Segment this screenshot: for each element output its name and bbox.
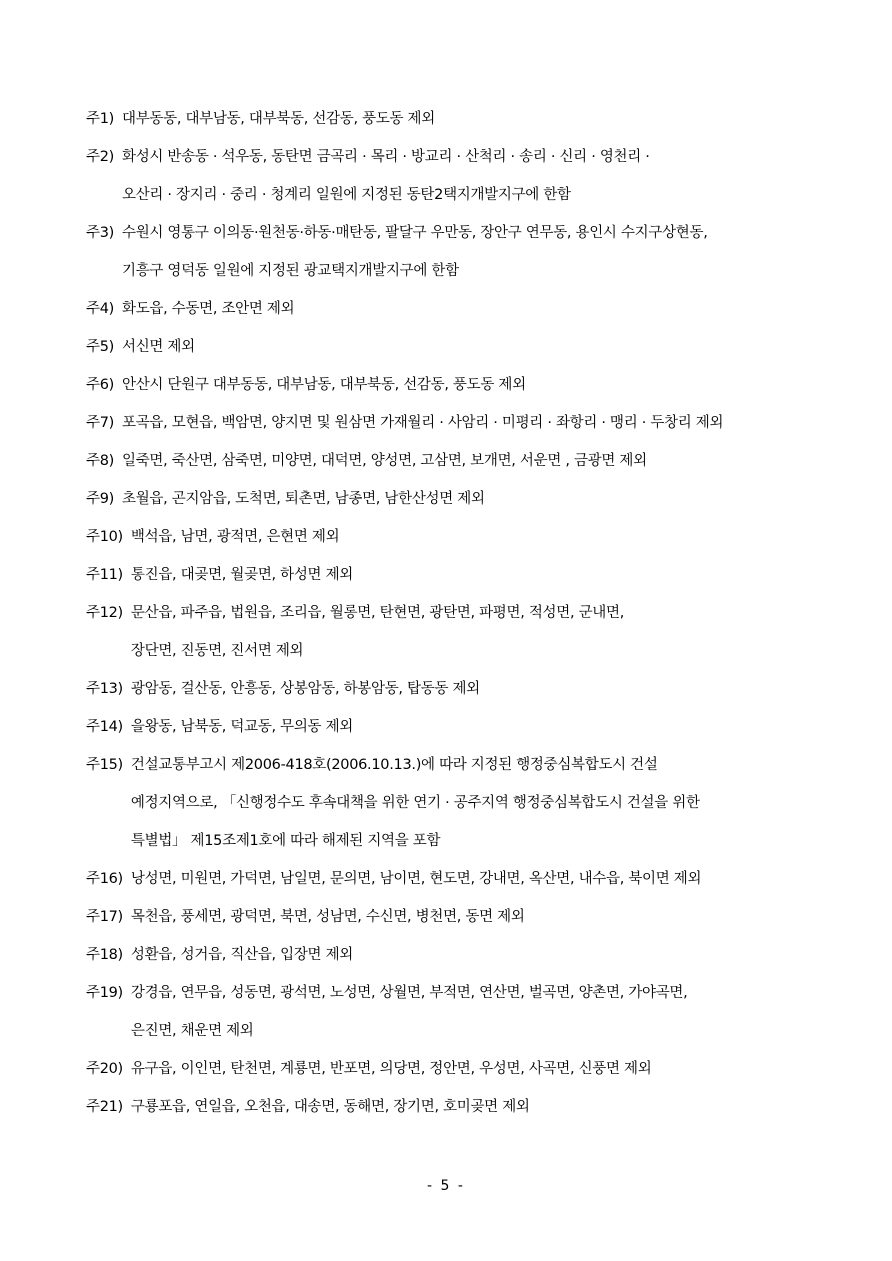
footnote-item: [86, 746, 826, 860]
footnote-line: 특별법」 제15조제1호에 따라 해제된 지역을 포함: [130, 833, 441, 849]
footnote-label: 주7): [86, 415, 114, 431]
footnote-line: 서신면 제외: [122, 339, 195, 355]
footnote-label: 주18): [86, 947, 123, 963]
footnote-body: [131, 1088, 826, 1126]
footnote-line: 유구읍, 이인면, 탄천면, 계룡면, 반포면, 의당면, 정안면, 우성면, 사곡면, 신풍면 제외: [130, 1061, 652, 1077]
footnote-body: [122, 100, 826, 138]
footnote-item: [86, 518, 826, 556]
footnote-line: 낭성면, 미원면, 가덕면, 남일면, 문의면, 남이면, 현도면, 강내면, 옥산면, 내수읍, 북이면 제외: [130, 871, 702, 887]
footnote-item: [86, 1088, 826, 1126]
footnote-body: [122, 138, 826, 214]
footnote-item: [86, 556, 826, 594]
footnote-label: 주11): [86, 567, 123, 583]
footnote-line: 건설교통부고시 제2006-418호(2006.10.13.)에 따라 지정된 행정중심복합도시 건설: [130, 757, 658, 773]
footnote-line: 을왕동, 남북동, 덕교동, 무의동 제외: [130, 719, 353, 735]
footnote-line: 초월읍, 곤지암읍, 도척면, 퇴촌면, 남종면, 남한산성면 제외: [122, 491, 485, 507]
footnote-item: [86, 594, 826, 670]
footnote-label: 주2): [86, 149, 114, 165]
footnote-line: 성환읍, 성거읍, 직산읍, 입장면 제외: [130, 947, 353, 963]
footnote-item: [86, 936, 826, 974]
footnote-body: [131, 708, 826, 746]
footnote-label: 주16): [86, 871, 123, 887]
footnote-body: [131, 594, 826, 670]
footnote-body: [131, 974, 826, 1050]
page-number: - 5 -: [427, 1178, 465, 1194]
footnote-item: [86, 1050, 826, 1088]
footnote-item: [86, 328, 826, 366]
footnote-body: [131, 860, 826, 898]
footnote-label: 주12): [86, 605, 123, 621]
footnote-label: 주9): [86, 491, 114, 507]
footnote-label: 주6): [86, 377, 114, 393]
footnote-item: [86, 480, 826, 518]
footnote-item: [86, 214, 826, 290]
footnote-body: [122, 328, 826, 366]
footnote-line: 대부동동, 대부남동, 대부북동, 선감동, 풍도동 제외: [122, 111, 435, 127]
footnote-label: 주13): [86, 681, 123, 697]
footnote-line: 예정지역으로, 「신행정수도 후속대책을 위한 연기 · 공주지역 행정중심복합도시 건설을 위한: [130, 795, 700, 811]
footnote-line: 백석읍, 남면, 광적면, 은현면 제외: [130, 529, 340, 545]
footnote-line: 문산읍, 파주읍, 법원읍, 조리읍, 월롱면, 탄현면, 광탄면, 파평면, 적성면, 군내면,: [130, 605, 625, 621]
footnote-label: 주14): [86, 719, 123, 735]
footnote-item: [86, 708, 826, 746]
footnote-body: [131, 746, 826, 860]
footnote-label: 주21): [86, 1099, 123, 1115]
footnote-body: [122, 480, 826, 518]
footnote-body: [122, 290, 826, 328]
footnote-line: 화도읍, 수동면, 조안면 제외: [122, 301, 295, 317]
footnote-item: [86, 670, 826, 708]
footnote-line: 광암동, 걸산동, 안흥동, 상봉암동, 하봉암동, 탑동동 제외: [130, 681, 480, 697]
footnote-item: [86, 290, 826, 328]
footnote-item: [86, 138, 826, 214]
footnote-label: 주1): [86, 111, 114, 127]
footnote-item: [86, 442, 826, 480]
footnote-body: [131, 1050, 826, 1088]
footnote-item: [86, 974, 826, 1050]
footnote-line: 은진면, 채운면 제외: [130, 1023, 254, 1039]
footnote-label: 주17): [86, 909, 123, 925]
footnote-list: [86, 100, 826, 1126]
footnote-body: [131, 556, 826, 594]
footnote-body: [131, 670, 826, 708]
footnote-line: 오산리 · 장지리 · 중리 · 청계리 일원에 지정된 동탄2택지개발지구에 한함: [122, 187, 571, 203]
footnote-line: 목천읍, 풍세면, 광덕면, 북면, 성남면, 수신면, 병천면, 동면 제외: [130, 909, 525, 925]
footnote-body: [122, 404, 826, 442]
footnote-line: 강경읍, 연무읍, 성동면, 광석면, 노성면, 상월면, 부적면, 연산면, 벌곡면, 양촌면, 가야곡면,: [130, 985, 688, 1001]
footnote-item: [86, 100, 826, 138]
footnote-item: [86, 404, 826, 442]
footnote-label: 주15): [86, 757, 123, 773]
footnote-line: 구룡포읍, 연일읍, 오천읍, 대송면, 동해면, 장기면, 호미곶면 제외: [130, 1099, 530, 1115]
footnote-label: 주19): [86, 985, 123, 1001]
footnote-label: 주5): [86, 339, 114, 355]
footnote-body: [122, 366, 826, 404]
footnote-line: 포곡읍, 모현읍, 백암면, 양지면 및 원삼면 가재월리 · 사암리 · 미평리 · 좌항리 · 맹리 · 두창리 제외: [122, 415, 724, 431]
footnote-item: [86, 366, 826, 404]
footnote-label: 주3): [86, 225, 114, 241]
footnote-item: [86, 898, 826, 936]
footnote-label: 주20): [86, 1061, 123, 1077]
footnote-item: [86, 860, 826, 898]
footnote-line: 일죽면, 죽산면, 삼죽면, 미양면, 대덕면, 양성면, 고삼면, 보개면, 서운면 , 금광면 제외: [122, 453, 647, 469]
footnote-label: 주8): [86, 453, 114, 469]
footnote-body: [131, 518, 826, 556]
footnote-line: 화성시 반송동 · 석우동, 동탄면 금곡리 · 목리 · 방교리 · 산척리 · 송리 · 신리 · 영천리 ·: [122, 149, 650, 165]
footnote-line: 안산시 단원구 대부동동, 대부남동, 대부북동, 선감동, 풍도동 제외: [122, 377, 526, 393]
footnote-line: 수원시 영통구 이의동·원천동·하동·매탄동, 팔달구 우만동, 장안구 연무동, 용인시 수지구상현동,: [122, 225, 708, 241]
footnote-label: 주4): [86, 301, 114, 317]
footnote-line: 장단면, 진동면, 진서면 제외: [130, 643, 304, 659]
footnote-body: [122, 214, 826, 290]
footnote-body: [122, 442, 826, 480]
footnote-label: 주10): [86, 529, 123, 545]
footnote-body: [131, 936, 826, 974]
footnote-line: 기흥구 영덕동 일원에 지정된 광교택지개발지구에 한함: [122, 263, 459, 279]
footnote-line: 통진읍, 대곶면, 월곶면, 하성면 제외: [130, 567, 353, 583]
footnote-body: [131, 898, 826, 936]
